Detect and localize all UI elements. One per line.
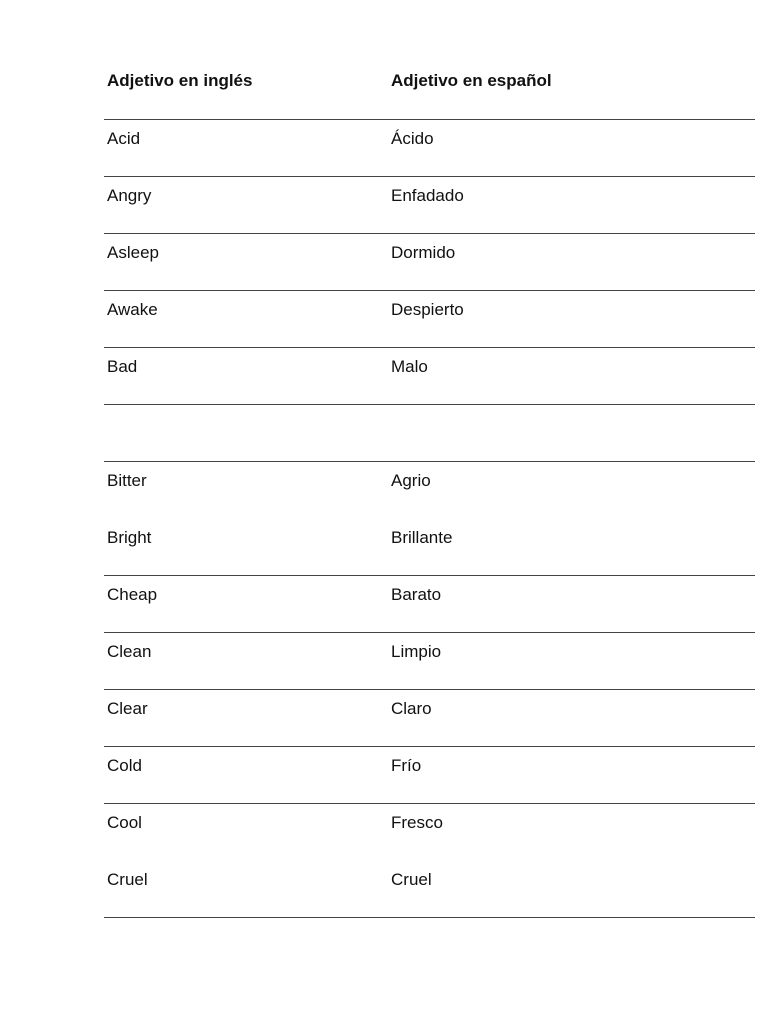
table-row (104, 291, 755, 348)
table-row (104, 747, 755, 804)
spanish-adjective: Agrio (391, 471, 431, 490)
table-row (104, 177, 755, 234)
table-row (104, 519, 755, 576)
header-english: Adjetivo en inglés (107, 71, 253, 90)
header-spanish: Adjetivo en español (391, 71, 552, 90)
table-header-row (104, 62, 755, 120)
spanish-adjective: Claro (391, 699, 432, 718)
spanish-adjective: Malo (391, 357, 428, 376)
table-row (104, 234, 755, 291)
table-row (104, 576, 755, 633)
english-adjective: Acid (107, 129, 141, 148)
spanish-adjective: Limpio (391, 642, 442, 661)
english-adjective: Awake (107, 300, 158, 319)
english-adjective: Bright (107, 528, 152, 547)
spanish-adjective: Barato (391, 585, 442, 604)
table-row (104, 405, 755, 462)
english-adjective: Asleep (107, 243, 159, 262)
table-row (104, 462, 755, 519)
english-adjective: Cold (107, 756, 142, 775)
english-adjective: Cheap (107, 585, 158, 604)
english-adjective: Bitter (107, 471, 147, 490)
table-row (104, 633, 755, 690)
english-adjective: Bad (107, 357, 138, 376)
spanish-adjective: Enfadado (391, 186, 464, 205)
table-row (104, 120, 755, 177)
spanish-adjective: Brillante (391, 528, 453, 547)
english-adjective: Clear (107, 699, 148, 718)
english-adjective: Angry (107, 186, 152, 205)
table-row (104, 804, 755, 861)
english-adjective: Clean (107, 642, 152, 661)
table-row (104, 690, 755, 747)
spanish-adjective: Despierto (391, 300, 464, 319)
spanish-adjective: Frío (391, 756, 422, 775)
adjectives-table (104, 62, 755, 918)
spanish-adjective: Fresco (391, 813, 443, 832)
table-row (104, 348, 755, 405)
spanish-adjective: Cruel (391, 870, 432, 889)
english-adjective: Cool (107, 813, 142, 832)
spanish-adjective: Dormido (391, 243, 456, 262)
english-adjective: Cruel (107, 870, 148, 889)
table-row (104, 861, 755, 918)
spanish-adjective: Ácido (391, 129, 434, 148)
